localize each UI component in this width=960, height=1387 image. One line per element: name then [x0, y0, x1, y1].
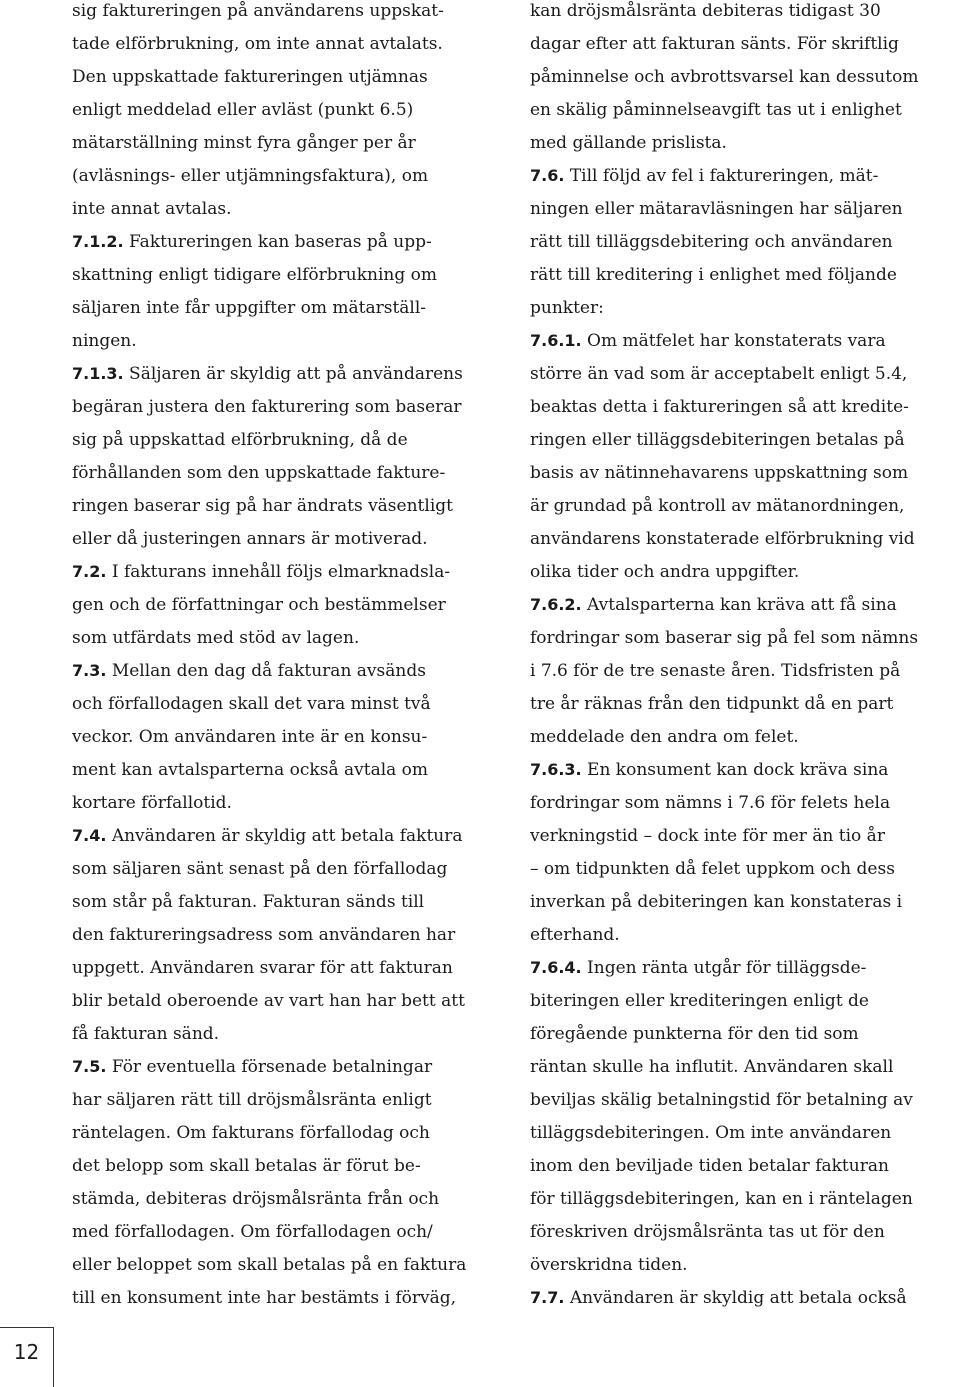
text-line [72, 198, 504, 231]
line-text: beviljas skälig betalningstid för betalning av [530, 1090, 913, 1110]
line-text: Användaren är skyldig att betala också [564, 1288, 907, 1308]
text-line [530, 495, 960, 528]
line-text: (avläsnings- eller utjämningsfaktura), om [72, 166, 429, 186]
section-line [530, 957, 960, 990]
text-line [72, 1023, 504, 1056]
line-text: som står på fakturan. Fakturan sänds till [72, 892, 425, 912]
line-text: Faktureringen kan baseras på upp- [123, 232, 432, 252]
section-number: 7.1.3. [72, 364, 124, 383]
text-line [72, 759, 504, 792]
page-number: 12 [0, 1327, 54, 1387]
line-text: räntan skulle ha influtit. Användaren skall [530, 1057, 894, 1077]
line-text: ringen baserar sig på har ändrats väsentligt [72, 496, 453, 516]
section-number: 7.1.2. [72, 232, 124, 251]
line-text: få fakturan sänd. [72, 1024, 220, 1044]
line-text: tre år räknas från den tidpunkt då en part [530, 694, 894, 714]
section-line [72, 561, 504, 594]
line-text: påminnelse och avbrottsvarsel kan dessutom [530, 67, 919, 87]
text-line [72, 1188, 504, 1221]
line-text: efterhand. [530, 925, 620, 945]
text-line [72, 66, 504, 99]
text-line [530, 858, 960, 891]
text-line [72, 693, 504, 726]
text-line [72, 1221, 504, 1254]
section-line [530, 1287, 960, 1320]
text-line [72, 297, 504, 330]
section-number: 7.2. [72, 562, 107, 581]
line-text: med förfallodagen. Om förfallodagen och/ [72, 1222, 433, 1242]
line-text: i 7.6 för de tre senaste åren. Tidsfristen på [530, 661, 901, 681]
text-line [72, 330, 504, 363]
text-line [530, 363, 960, 396]
text-line [72, 1122, 504, 1155]
line-text: har säljaren rätt till dröjsmålsränta enligt [72, 1090, 432, 1110]
text-line [72, 429, 504, 462]
line-text: som utfärdats med stöd av lagen. [72, 628, 360, 648]
line-text: Användaren är skyldig att betala faktura [106, 826, 463, 846]
text-line [72, 33, 504, 66]
text-line [72, 0, 504, 33]
text-line [530, 924, 960, 957]
section-number: 7.6. [530, 166, 565, 185]
line-text: kortare förfallotid. [72, 793, 232, 813]
text-line [72, 1089, 504, 1122]
line-text: förhållanden som den uppskattade fakture- [72, 463, 446, 483]
section-line [72, 363, 504, 396]
text-line [72, 495, 504, 528]
text-line [72, 957, 504, 990]
text-line [72, 462, 504, 495]
line-text: veckor. Om användaren inte är en konsu- [72, 727, 428, 747]
line-text: är grundad på kontroll av mätanordningen, [530, 496, 905, 516]
line-text: Ingen ränta utgår för tilläggsde- [581, 958, 867, 978]
line-text: fordringar som nämns i 7.6 för felets hela [530, 793, 891, 813]
line-text: säljaren inte får uppgifter om mätarställ- [72, 298, 427, 318]
text-line [72, 594, 504, 627]
text-line [530, 1122, 960, 1155]
line-text: eller beloppet som skall betalas på en faktura [72, 1255, 467, 1275]
text-line [530, 627, 960, 660]
line-text: Avtalsparterna kan kräva att få sina [581, 595, 897, 615]
text-line [72, 627, 504, 660]
line-text: kan dröjsmålsränta debiteras tidigast 30 [530, 1, 881, 21]
text-line [530, 1221, 960, 1254]
line-text: mätarställning minst fyra gånger per år [72, 133, 416, 153]
text-line [72, 990, 504, 1023]
text-line [530, 1254, 960, 1287]
line-text: uppgett. Användaren svarar för att fakturan [72, 958, 453, 978]
line-text: För eventuella försenade betalningar [106, 1057, 433, 1077]
text-line [530, 660, 960, 693]
line-text: den faktureringsadress som användaren har [72, 925, 456, 945]
text-line [530, 1188, 960, 1221]
line-text: biteringen eller krediteringen enligt de [530, 991, 869, 1011]
text-line [530, 990, 960, 1023]
line-text: överskridna tiden. [530, 1255, 688, 1275]
text-line [72, 891, 504, 924]
line-text: dagar efter att fakturan sänts. För skriftlig [530, 34, 899, 54]
line-text: Om mätfelet har konstaterats vara [581, 331, 886, 351]
text-line [530, 891, 960, 924]
line-text: det belopp som skall betalas är förut be- [72, 1156, 421, 1176]
text-line [72, 1287, 504, 1320]
text-line [530, 825, 960, 858]
section-line [530, 165, 960, 198]
text-line [530, 0, 960, 33]
section-line [72, 1056, 504, 1089]
line-text: räntelagen. Om fakturans förfallodag och [72, 1123, 430, 1143]
line-text: för tilläggsdebiteringen, kan en i räntelagen [530, 1189, 913, 1209]
line-text: gen och de författningar och bestämmelser [72, 595, 446, 615]
section-line [72, 825, 504, 858]
line-text: användarens konstaterade elförbrukning vid [530, 529, 915, 549]
line-text: skattning enligt tidigare elförbrukning om [72, 265, 438, 285]
text-line [72, 99, 504, 132]
line-text: ringen eller tilläggsdebiteringen betalas på [530, 430, 905, 450]
section-line [530, 594, 960, 627]
section-number: 7.3. [72, 661, 107, 680]
text-line [72, 1254, 504, 1287]
text-line [530, 528, 960, 561]
section-line [72, 231, 504, 264]
line-text: större än vad som är acceptabelt enligt 5.4, [530, 364, 908, 384]
text-line [530, 1089, 960, 1122]
line-text: verkningstid – dock inte för mer än tio år [530, 826, 885, 846]
text-line [530, 198, 960, 231]
line-text: ningen eller mätaravläsningen har säljaren [530, 199, 903, 219]
text-line [72, 726, 504, 759]
section-number: 7.6.2. [530, 595, 582, 614]
line-text: stämda, debiteras dröjsmålsränta från och [72, 1189, 440, 1209]
line-text: inverkan på debiteringen kan konstateras i [530, 892, 903, 912]
text-line [72, 1155, 504, 1188]
text-line [72, 924, 504, 957]
line-text: basis av nätinnehavarens uppskattning som [530, 463, 909, 483]
line-text: blir betald oberoende av vart han har bett att [72, 991, 465, 1011]
text-line [72, 132, 504, 165]
line-text: föregående punkterna för den tid som [530, 1024, 859, 1044]
text-line [72, 264, 504, 297]
section-number: 7.5. [72, 1057, 107, 1076]
section-line [72, 660, 504, 693]
text-line [530, 264, 960, 297]
section-number: 7.6.3. [530, 760, 582, 779]
text-line [530, 726, 960, 759]
line-text: meddelade den andra om felet. [530, 727, 799, 747]
line-text: inom den beviljade tiden betalar fakturan [530, 1156, 889, 1176]
text-line [530, 1056, 960, 1089]
text-line [530, 561, 960, 594]
section-line [530, 759, 960, 792]
section-number: 7.4. [72, 826, 107, 845]
line-text: sig faktureringen på användarens uppskat- [72, 1, 444, 21]
text-line [530, 396, 960, 429]
text-line [530, 792, 960, 825]
line-text: enligt meddelad eller avläst (punkt 6.5) [72, 100, 414, 120]
line-text: inte annat avtalas. [72, 199, 232, 219]
line-text: till en konsument inte har bestämts i förväg, [72, 1288, 457, 1308]
text-line [72, 165, 504, 198]
line-text: En konsument kan dock kräva sina [581, 760, 889, 780]
line-text: Den uppskattade faktureringen utjämnas [72, 67, 428, 87]
line-text: Mellan den dag då fakturan avsänds [106, 661, 426, 681]
line-text: eller då justeringen annars är motiverad. [72, 529, 428, 549]
section-number: 7.7. [530, 1288, 565, 1307]
line-text: olika tider och andra uppgifter. [530, 562, 800, 582]
text-line [530, 1155, 960, 1188]
text-line [72, 396, 504, 429]
line-text: fordringar som baserar sig på fel som nämns [530, 628, 919, 648]
line-text: som säljaren sänt senast på den förfallodag [72, 859, 448, 879]
text-line [530, 429, 960, 462]
text-line [72, 792, 504, 825]
text-line [530, 132, 960, 165]
line-text: begäran justera den fakturering som baserar [72, 397, 462, 417]
line-text: och förfallodagen skall det vara minst två [72, 694, 431, 714]
text-line [530, 33, 960, 66]
line-text: Till följd av fel i faktureringen, mät- [564, 166, 879, 186]
line-text: ment kan avtalsparterna också avtala om [72, 760, 429, 780]
line-text: sig på uppskattad elförbrukning, då de [72, 430, 408, 450]
line-text: I fakturans innehåll följs elmarknadsla- [106, 562, 451, 582]
line-text: rätt till tilläggsdebitering och användaren [530, 232, 893, 252]
line-text: beaktas detta i faktureringen så att kredite- [530, 397, 909, 417]
text-line [72, 858, 504, 891]
line-text: rätt till kreditering i enlighet med följande [530, 265, 897, 285]
line-text: Säljaren är skyldig att på användarens [123, 364, 463, 384]
text-line [530, 693, 960, 726]
line-text: föreskriven dröjsmålsränta tas ut för den [530, 1222, 885, 1242]
line-text: punkter: [530, 298, 604, 318]
left-column [72, 0, 504, 1320]
section-number: 7.6.4. [530, 958, 582, 977]
line-text: med gällande prislista. [530, 133, 727, 153]
line-text: ningen. [72, 331, 137, 351]
line-text: en skälig påminnelseavgift tas ut i enlighet [530, 100, 902, 120]
text-line [530, 231, 960, 264]
text-line [530, 99, 960, 132]
section-line [530, 330, 960, 363]
right-column [530, 0, 960, 1320]
text-line [530, 297, 960, 330]
line-text: tilläggsdebiteringen. Om inte användaren [530, 1123, 892, 1143]
text-line [530, 462, 960, 495]
text-line [530, 66, 960, 99]
line-text: tade elförbrukning, om inte annat avtalats. [72, 34, 443, 54]
line-text: – om tidpunkten då felet uppkom och dess [530, 859, 895, 879]
text-line [72, 528, 504, 561]
text-line [530, 1023, 960, 1056]
section-number: 7.6.1. [530, 331, 582, 350]
